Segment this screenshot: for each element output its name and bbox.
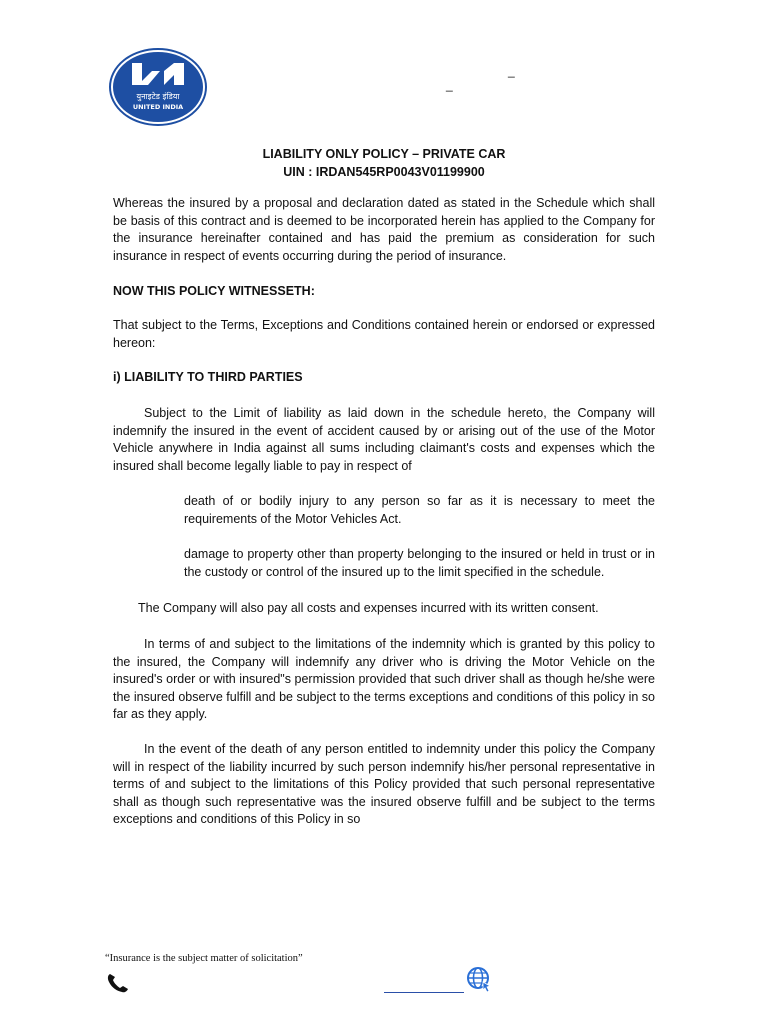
policy-title [0,145,768,181]
logo-english-text: UNITED INDIA [132,103,184,111]
footer-link-line [384,992,464,993]
costs-paragraph: The Company will also pay all costs and expenses incurred with its written consent. [138,601,599,615]
header-dash: _ [446,78,453,92]
footer-tagline: “Insurance is the subject matter of solicitation” [105,953,303,964]
item-property-damage: damage to property other than property belonging to the insured or held in trust or in the custody or control of the insured up to the limit specified in the schedule. [184,547,655,579]
death-paragraph: In the event of the death of any person entitled to indemnity under this policy the Company will in respect of the liability incurred by such person indemnify his/her personal representative in terms of and subject to the limitations of this Policy provided that such personal representative shall as though such representative was the insured observe fulfill and be subject to the terms exceptions and conditions of this Policy in so [113,742,655,826]
subject-to-paragraph: That subject to the Terms, Exceptions and Conditions contained herein or endorsed or expressed hereon: [113,318,655,350]
logo-hindi-text: युनाइटेड इंडिया [136,92,180,101]
globe-icon [466,966,492,992]
intro-paragraph: Whereas the insured by a proposal and declaration dated as stated in the Schedule which shall be basis of this contract and is deemed to be incorporated herein has applied to the Company for the insurance hereinafter contained and has paid the premium as consideration for such insurance in respect of events occurring during the period of insurance. [113,196,655,263]
united-india-logo [108,47,208,127]
section-heading: i) LIABILITY TO THIRD PARTIES [113,370,303,384]
policy-title-line: LIABILITY ONLY POLICY – PRIVATE CAR [262,147,506,161]
header-dash: _ [508,64,515,78]
phone-icon [106,972,130,994]
driver-paragraph: In terms of and subject to the limitations of the indemnity which is granted by this policy to the insured, the Company will indemnify any driver who is driving the Motor Vehicle on the insured's order or with insured"s permission provided that such driver shall as though he/she were the insured observe fulfill and be subject to the terms exceptions and conditions of this policy in so far as they apply. [113,637,655,721]
witnesseth-heading: NOW THIS POLICY WITNESSETH: [113,284,315,298]
policy-uin: UIN : IRDAN545RP0043V01199900 [283,165,485,179]
item-death-injury: death of or bodily injury to any person so far as it is necessary to meet the requirements of the Motor Vehicles Act. [184,494,655,526]
liability-paragraph: Subject to the Limit of liability as laid down in the schedule hereto, the Company will indemnify the insured in the event of accident caused by or arising out of the use of the Motor Vehicle anywhere in India against all sums including claimant's costs and expenses which the insured shall become legally liable to pay in respect of [113,406,655,473]
